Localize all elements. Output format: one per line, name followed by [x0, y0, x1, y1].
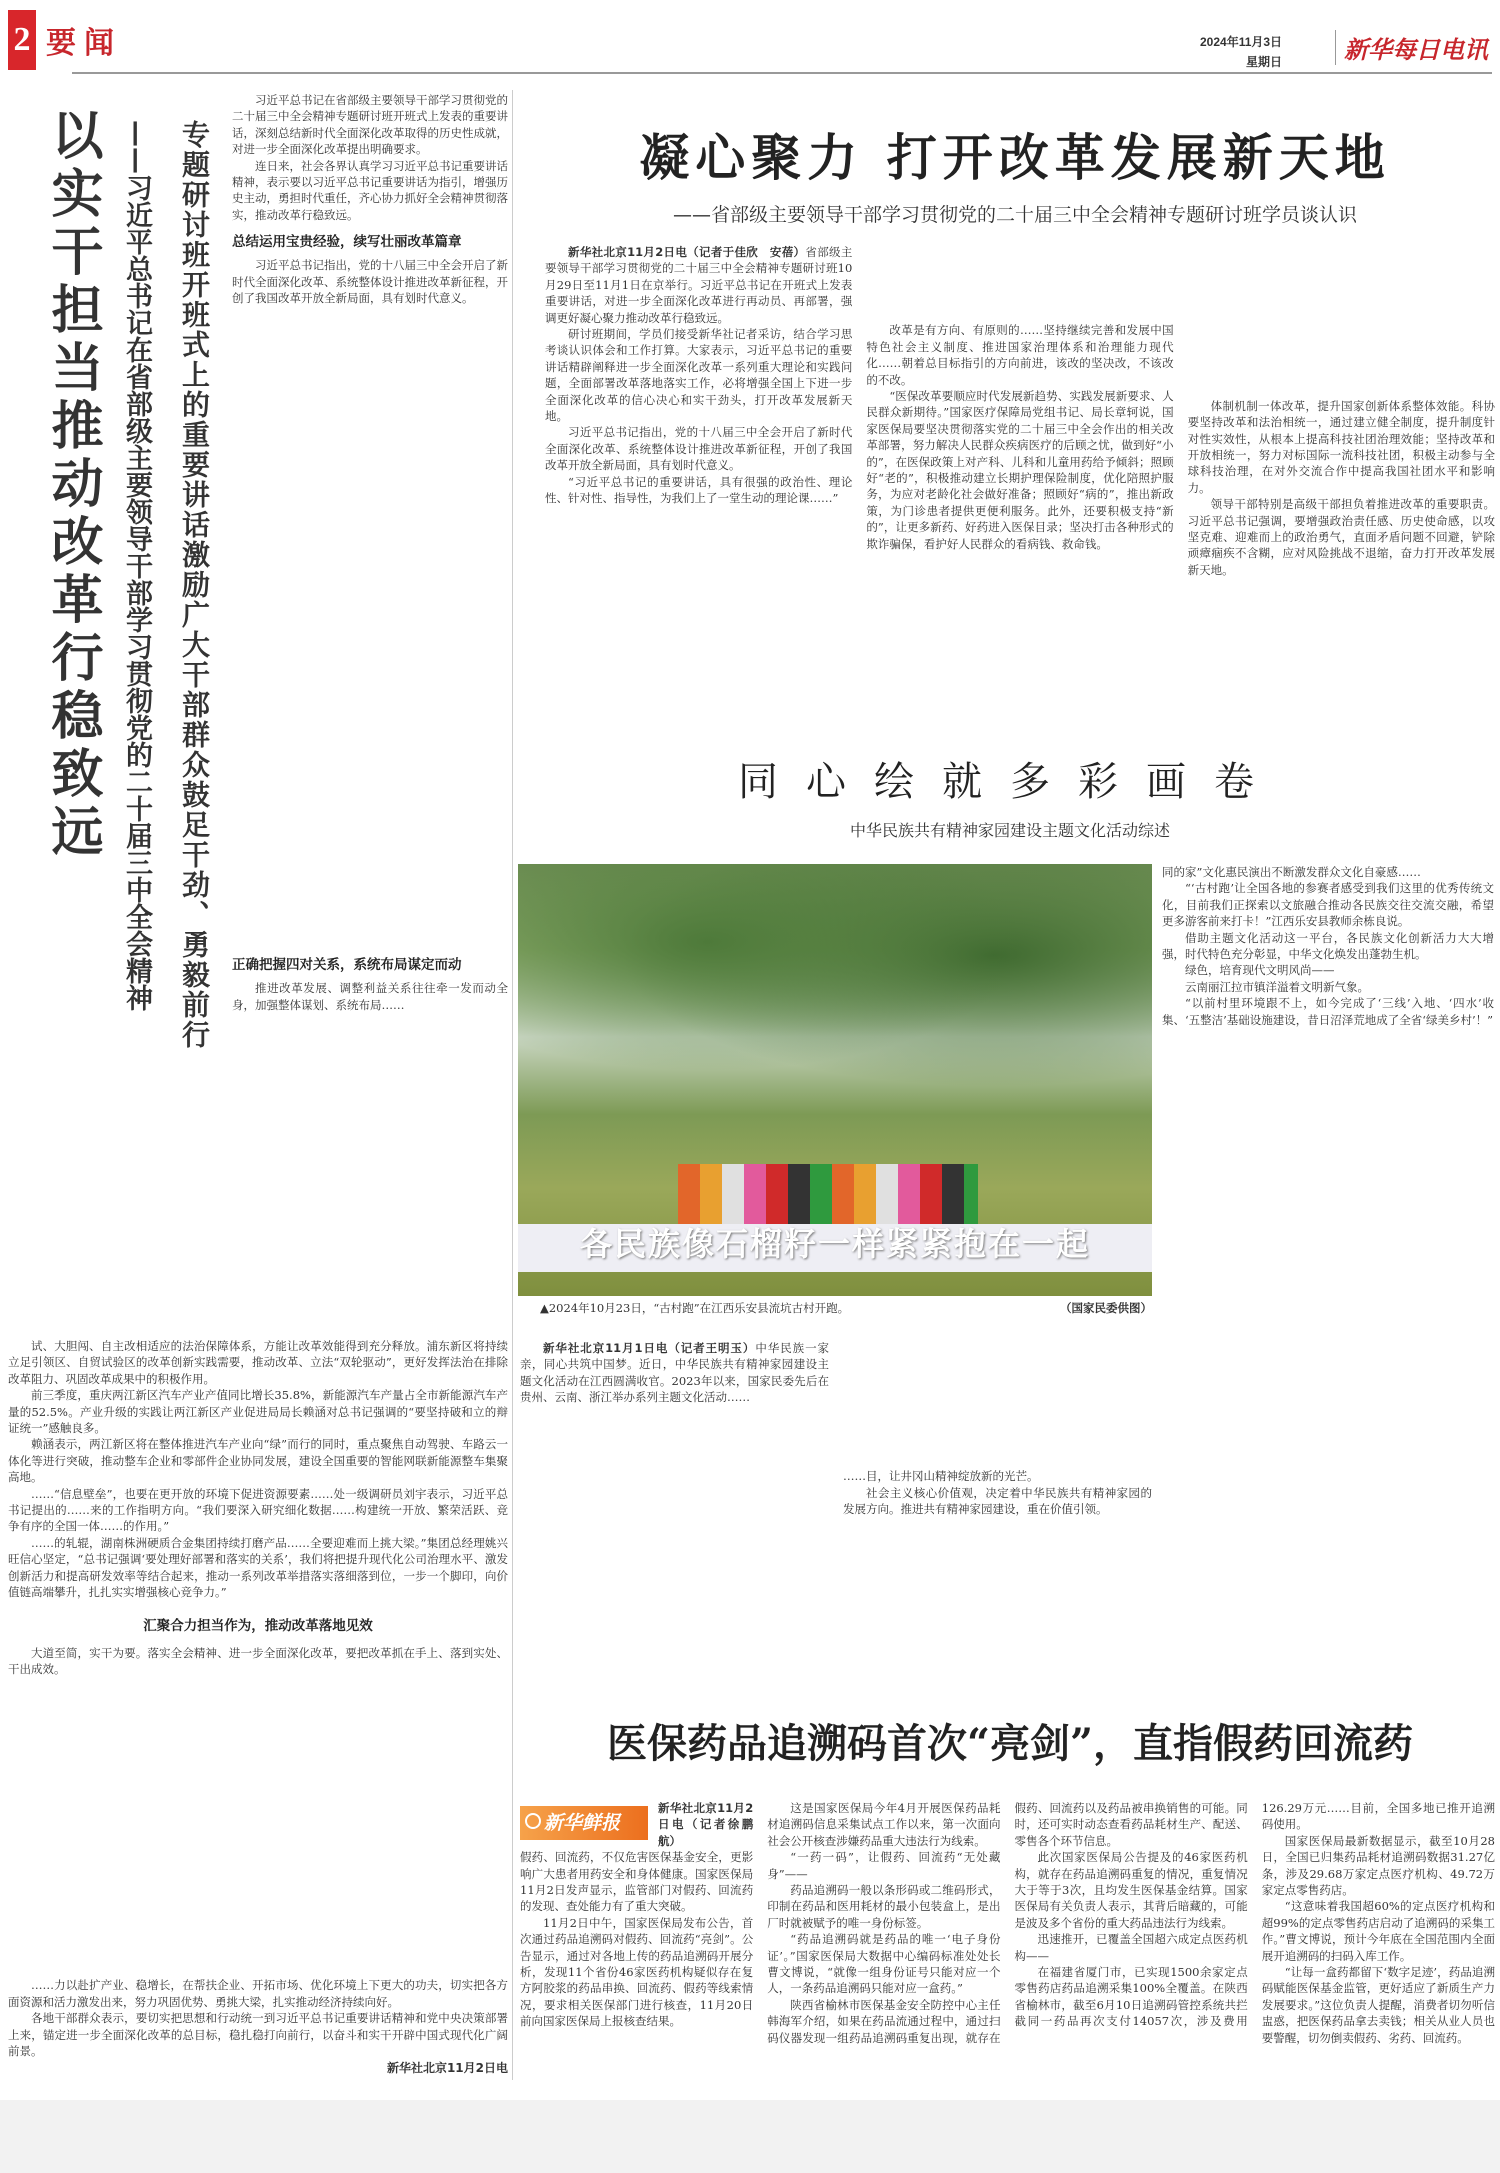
paragraph: 试、大胆闯、自主改相适应的法治保障体系，方能让改革效能得到充分释放。浦东新区将持续立足引领区、自贸试验区的改革创新实践需要，推动改革、立法“双轮驱动”，更好发挥法治在排除改革阻力、巩固改革成果中的积极作用。 [8, 1339, 508, 1386]
article3-body [520, 1800, 1495, 2080]
paragraph: 省部级主要领导干部学习贯彻党的二十届三中全会精神专题研讨班10月29日至11月1日在京举行。习近平总书记在开班式上发表重要讲话，对进一步全面深化改革进行再动员、再部署，强调更好凝心聚力推动改革行稳致远。 [545, 245, 853, 325]
paragraph: 习近平总书记指出，党的十八届三中全会开启了新时代全面深化改革、系统整体设计推进改革新征程，开创了我国改革开放全新局面，具有划时代意义。 [232, 258, 508, 306]
issue-date [1200, 32, 1282, 72]
paragraph: “药品追溯码就是药品的唯一‘电子身份证’。”国家医保局大数据中心编码标准处处长曹文博说，“就像一组身份证号只能对应一个人，一条药品追溯码只能对应一盒药。” [767, 1932, 1001, 1996]
paragraph: “习近平总书记的重要讲话，具有很强的政治性、理论性、针对性、指导性，为我们上了一堂生动的理论课……” [545, 474, 853, 506]
paragraph: “一药一码”，让假药、回流药“无处藏身”—— [767, 1850, 1001, 1881]
paragraph: 假药、回流药，不仅危害医保基金安全，更影响广大患者用药安全和身体健康。国家医保局11月2日发声显示，监管部门对假药、回流药的发现、查处能力有了重大突破。 [520, 1850, 754, 1914]
feature-headline: 以实干担当推动改革行稳致远 [42, 108, 103, 862]
feature-subtitle-2: ——习近平总书记在省部级主要领导干部学习贯彻党的二十届三中全会精神 [121, 120, 152, 1011]
article1-headline: 凝心聚力 打开改革发展新天地 [639, 128, 1391, 187]
section-title: 要闻 [46, 26, 122, 61]
dateline: 新华社北京11月2日电（记者于佳欣 安蓓） [568, 245, 806, 259]
paragraph: 赖涵表示，两江新区将在整体推进汽车产业向“绿”而行的同时，重点聚焦自动驾驶、车路云一体化等进行突破，推动整车企业和零部件企业协同发展，建设全国重要的智能网联新能源整车集聚高地。 [8, 1437, 508, 1485]
brand-logo: 新华每日电讯 [1335, 30, 1488, 65]
photo-credit: （国家民委供图） [1060, 1301, 1152, 1315]
article2-subheadline: 中华民族共有精神家园建设主题文化活动综述 [849, 821, 1170, 840]
paragraph: 云南丽江拉市镇洋溢着文明新气象。 [1185, 979, 1369, 994]
paragraph: 体制机制一体改革，提升国家创新体系整体效能。科协要坚持改革和法治相统一，通过建立健全制度，提升制度针对性实效性，从根本上提高科技社团治理效能；坚持改革和开放相统一，努力对标国际一流科技社团，积极主动参与全球科技治理，在对外交流合作中提高我国社团水平和影响力。 [1187, 398, 1495, 495]
paragraph: 中华民族一家亲，同心共筑中国梦。近日，中华民族共有精神家园建设主题文化活动在江西圆满收官。2023年以来，国家民委先后在贵州、云南、浙江举办系列主题文化活动…… [520, 1341, 829, 1405]
subhead: 总结运用宝贵经验，续写壮丽改革篇章 [232, 234, 462, 251]
paragraph: 陕西省榆林市医保基金安全防控中心主任韩海军介绍，如果在药品流通过程中，通过扫码仪器发现一组药品追溯码重复出现，就存在假药、回流药以及药品被串换销售的可能。同时，还可实时动态查看药品耗材生产、配送、零售各个环节信息。 [767, 1801, 1248, 2045]
article3-headline: 医保药品追溯码首次“亮剑”，直指假药回流药 [606, 1720, 1413, 1767]
paragraph: 11月2日中午，国家医保局发布公告，首次通过药品追溯码对假药、回流药“亮剑”。公告显示，通过对各地上传的药品追溯码开展分析，发现11个省份46家医药机构疑似存在复方阿胶浆的药品串换、回流药、假药等线索情况，要求相关医保部门进行核查，11月20日前向国家医保局上报核查结果。 [520, 1915, 754, 2029]
paragraph: 推进改革发展、调整利益关系往往牵一发而动全身，加强整体谋划、系统布局…… [232, 981, 508, 1012]
paragraph: 在福建省厦门市，已实现1500余家定点零售药店药品追溯采集100%全覆盖。在陕西省榆林市，截至6月10日追溯码管控系统共拦截同一药品再次支付14057次，涉及费用126.29万元……目前，全国多地已推开追溯码使用。 [1014, 1801, 1495, 2029]
article2-photo [518, 864, 1152, 1296]
paragraph: 习近平总书记在省部级主要领导干部学习贯彻党的二十届三中全会精神专题研讨班开班式上发表的重要讲话，深刻总结新时代全面深化改革取得的历史性成就，对进一步全面深化改革提出明确要求。 [232, 93, 508, 157]
paragraph: 同的家”文化惠民演出不断激发群众文化自豪感…… [1162, 865, 1421, 879]
paragraph: 各地干部群众表示，要切实把思想和行动统一到习近平总书记重要讲话精神和党中央决策部署上来，锚定进一步全面深化改革的总目标，稳扎稳打向前行，以奋斗和实干开辟中国式现代化广阔前景。 [8, 2011, 508, 2058]
paragraph: 此次国家医保局公告提及的46家医药机构，就存在药品追溯码重复的情况，重复情况大于等于3次，且均发生医保基金结算。国家医保局有关负责人表示，其背后暗藏的，可能是波及多个省份的重大药品违法行为线索。 [1014, 1850, 1248, 1930]
paragraph: ……的轧辊，湖南株洲硬质合金集团持续打磨产品……全要迎难而上挑大梁。”集团总经理姚兴旺信心坚定，“总书记强调‘要处理好部署和落实的关系’，我们将把提升现代化公司治理水平、激发创新活力和提高研发效率等结合起来，推动一系列改革举措落实落细落到位，一步一个脚印，向价值链高端攀升，扎扎实实增强核心竞争力。” [8, 1535, 508, 1600]
feature-wide-block [8, 1338, 508, 2078]
dateline: 新华社北京11月2日电（记者徐鹏航） [658, 1801, 754, 1848]
subhead: 正确把握四对关系，系统布局谋定而动 [232, 957, 462, 974]
article2-right-column [1162, 864, 1494, 1664]
article2-body [520, 1340, 1152, 1660]
article1-subheadline: ——省部级主要领导干部学习贯彻党的二十届三中全会精神专题研讨班学员谈认识 [672, 204, 1357, 226]
paragraph: 大道至简，实干为要。落实全会精神、进一步全面深化改革，要把改革抓在手上、落到实处、干出成效。 [8, 1645, 508, 1676]
subhead: 汇聚合力担当作为，推动改革落地见效 [143, 1617, 373, 1634]
paragraph: 绿色，培育现代文明风尚—— [1185, 963, 1335, 978]
paragraph: 药品追溯码一般以条形码或二维码形式，印制在药品和医用耗材的最小包装盒上，是出厂时就被赋予的唯一身份标签。 [767, 1883, 1001, 1930]
article1-body [545, 244, 1495, 734]
paragraph: 迅速推开，已覆盖全国超六成定点医药机构—— [1014, 1932, 1248, 1963]
feature-column [232, 92, 508, 1338]
paragraph: 改革是有方向、有原则的……坚持继续完善和发展中国特色社会主义制度、推进国家治理体系和治理能力现代化……朝着总目标指引的方向前进，该改的坚决改，不该改的不改。 [866, 323, 1174, 387]
header-divider [72, 72, 1492, 74]
paragraph: ……“信息壁垒”，也要在更开放的环境下促进资源要素……处一级调研员刘宇表示，习近平总书记提出的……来的工作指明方向。“我们要深入研究细化数据……构建统一开放、繁荣活跃、竞争有序的全国一体……的作用。” [8, 1486, 508, 1534]
weekday: 星期日 [1246, 55, 1283, 69]
date: 2024年11月3日 [1200, 35, 1283, 49]
paragraph: 连日来，社会各界认真学习习近平总书记重要讲话精神，表示要以习近平总书记重要讲话为指引，增强历史主动，勇担时代重任，齐心协力抓好全会精神贯彻落实，推动改革行稳致远。 [232, 158, 508, 222]
article2-headline: 同心绘就多彩画卷 [738, 759, 1282, 805]
paragraph: 国家医保局最新数据显示，截至10月28日，全国已归集药品耗材追溯码数据31.27亿条，涉及29.68万家定点医疗机构、49.72万家定点零售药店。 [1261, 1833, 1495, 1898]
badge-label: 新华鲜报 [544, 1812, 621, 1834]
column-divider [512, 90, 513, 2080]
paragraph: 这是国家医保局今年4月开展医保药品耗材追溯码信息采集试点工作以来，第一次面向社会公开核查涉嫌药品重大违法行为线索。 [767, 1801, 1001, 1848]
photo-trees [518, 864, 1152, 1124]
paragraph: 研讨班期间，学员们接受新华社记者采访，结合学习思考谈认识体会和工作打算。大家表示，习近平总书记的重要讲话精辟阐释进一步全面深化改革一系列重大理论和实践问题，全面部署改革落地落实工作，必将增强全国上下进一步全面深化改革的信心决心和实干劲头，打开改革发展新天地。 [545, 327, 853, 424]
photo-caption [540, 1300, 1152, 1316]
dateline: 新华社北京11月2日电 [386, 2061, 508, 2076]
paragraph: “这意味着我国超60%的定点医疗机构和超99%的定点零售药店启动了追溯码的采集工作。”曹文博说，预计今年底在全国范围内全面展开追溯码的扫码入库工作。 [1261, 1899, 1495, 1963]
paragraph: 领导干部特别是高级干部担负着推进改革的重要职责。习近平总书记强调，要增强政治责任感、历史使命感，以攻坚克难、迎难而上的政治勇气，直面矛盾问题不回避，铲除顽瘴痼疾不含糊，应对风险挑战不退缩，奋力打开改革发展新天地。 [1187, 497, 1495, 577]
photo-sign: 各民族像石榴籽一样紧紧抱在一起 [518, 1224, 1152, 1272]
paragraph: 借助主题文化活动这一平台，各民族文化创新活力大大增强，时代特色充分彰显，中华文化焕发出蓬勃生机。 [1162, 930, 1494, 962]
paragraph: “让每一盒药都留下‘数字足迹’，药品追溯码赋能医保基金监管，更好适应了新质生产力发展要求。”这位负责人提醒，消费者切勿听信盅惑，把医保药品拿去卖钱；相关从业人员也要警醒，切勿倒卖假药、劣药、回流药。 [1261, 1965, 1495, 2045]
paragraph: “医保改革要顺应时代发展新趋势、实践发展新要求、人民群众新期待。”国家医疗保障局党组书记、局长章轲说，国家医保局要坚决贯彻落实党的二十届三中全会作出的相关改革部署，努力解决人民群众疾病医疗的后顾之忧，做到好“小的”，在医保政策上对产科、儿科和儿童用药给予倾斜；照顾好“老的”，积极推动建立长期护理保险制度，优化陪照护服务，为应对老龄化社会做好准备；照顾好“病的”，推出新政策，为门诊患者提供更便利服务。此外，还要积极支持“新的”，让更多新药、好药进入医保目录；坚决打击各种形式的欺诈骗保，看护好人民群众的看病钱、救命钱。 [866, 388, 1174, 551]
photo-runners [678, 1164, 978, 1224]
paragraph: “以前村里环境跟不上，如今完成了‘三线’入地、‘四水’收集、‘五整洁’基础设施建设，昔日沼泽荒地成了全省‘绿美乡村’！” [1162, 996, 1494, 1027]
feature-subtitle: 专题研讨班开班式上的重要讲话激励广大干部群众鼓足干劲、勇毅前行 [178, 120, 211, 1050]
paragraph: ……力以赴扩产业、稳增长，在帮扶企业、开拓市场、优化环境上下更大的功夫，切实把各方面资源和活力激发出来，努力巩固优势、勇挑大梁，扎实推动经济持续向好。 [8, 1978, 508, 2009]
paragraph: “‘古村跑’让全国各地的参赛者感受到我们这里的优秀传统文化，目前我们正探索以文旅融合推动各民族交往交流交融，希望更多游客前来打卡！”江西乐安县教师余栋良说。 [1162, 881, 1494, 929]
paragraph: 前三季度，重庆两江新区汽车产业产值同比增长35.8%，新能源汽车产量占全市新能源汽车产量的52.5%。产业升级的实践让两江新区产业促进局局长赖涵对总书记强调的“要坚持破和立的辩证统一”感触良多。 [8, 1388, 508, 1436]
paragraph: 社会主义核心价值观，决定着中华民族共有精神家园的发展方向。推进共有精神家园建设，重在价值引领。 [843, 1485, 1152, 1517]
page-number: 2 [8, 10, 36, 70]
page-bottom-margin [0, 2100, 1500, 2173]
caption-text: ▲2024年10月23日，“古村跑”在江西乐安县流坑古村开跑。 [540, 1301, 850, 1315]
paragraph: 习近平总书记指出，党的十八届三中全会开启了新时代全面深化改革、系统整体设计推进改革新征程，开创了我国改革开放全新局面，具有划时代意义。 [545, 425, 853, 473]
dateline: 新华社北京11月1日电（记者王明玉） [543, 1341, 756, 1355]
paragraph: ……目，让井冈山精神绽放新的光芒。 [843, 1469, 1039, 1484]
